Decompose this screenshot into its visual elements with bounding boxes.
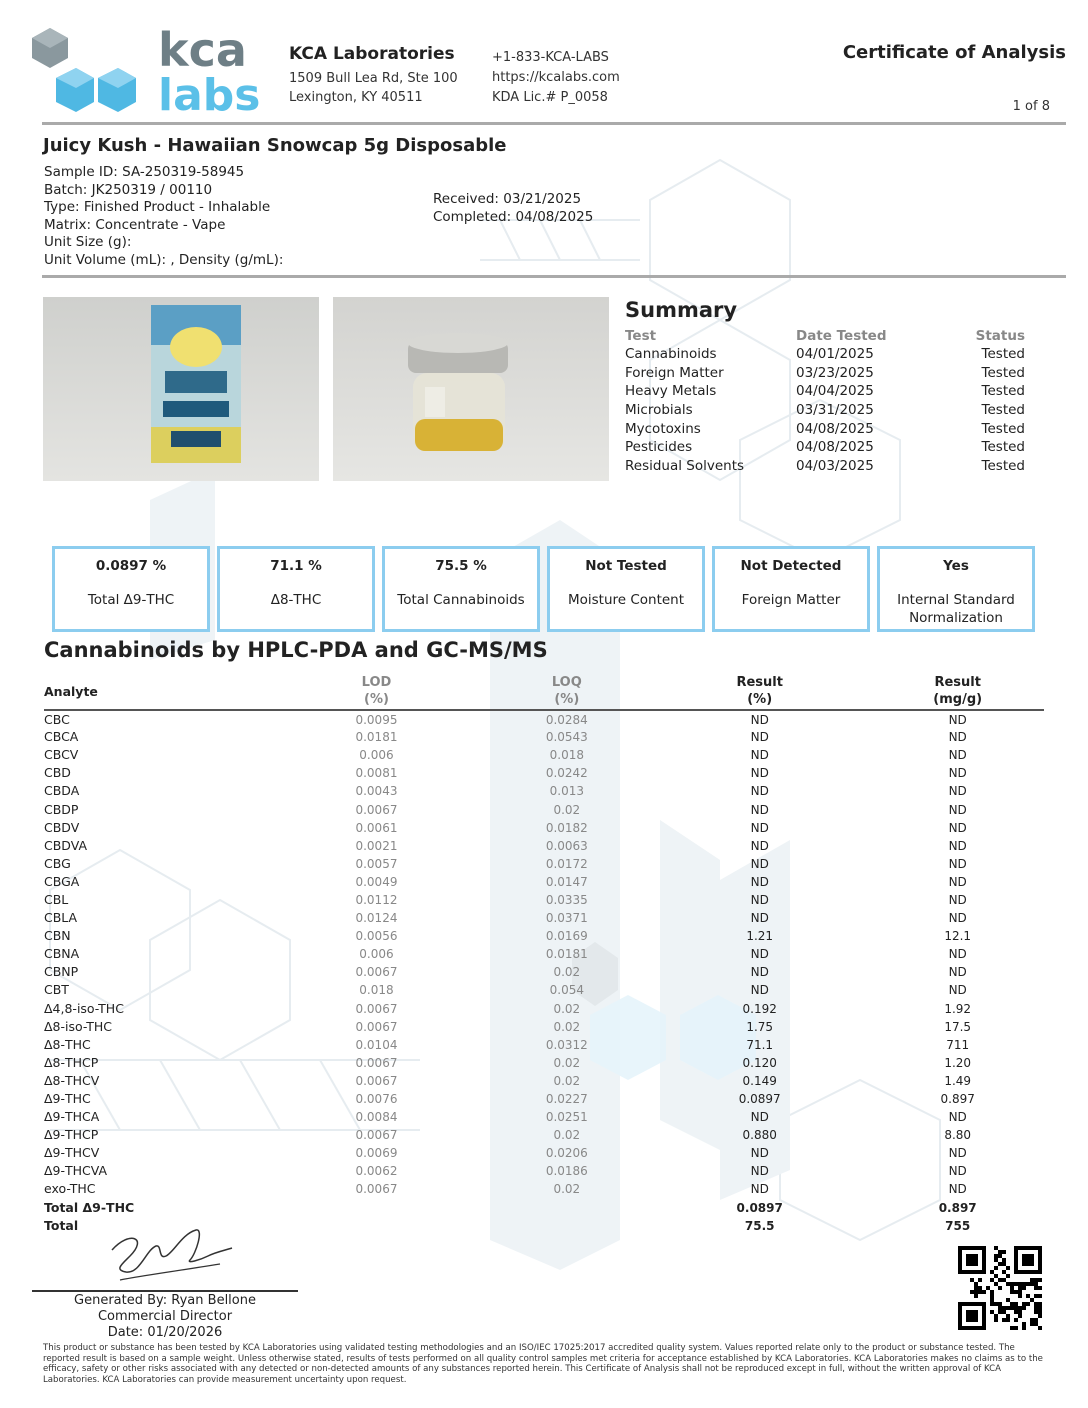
result-mg: ND	[948, 1164, 967, 1179]
header-lod-label: LOD	[361, 675, 392, 690]
summary-status: Tested	[981, 439, 1025, 456]
result-mg: ND	[948, 730, 967, 745]
loq-value: 0.0242	[545, 766, 588, 781]
summary-status: Tested	[981, 383, 1025, 400]
stat-value: Not Detected	[740, 558, 842, 574]
loq-value: 0.02	[553, 1001, 581, 1016]
header-divider	[42, 122, 1066, 125]
summary-date: 04/01/2025	[796, 346, 874, 363]
loq-value: 0.0227	[545, 1092, 588, 1107]
loq-value: 0.0182	[545, 820, 588, 835]
loq-value: 0.0206	[545, 1146, 588, 1161]
lab-phone: +1-833-KCA-LABS	[492, 50, 609, 65]
loq-value: 0.018	[549, 748, 584, 763]
summary-row	[625, 382, 1025, 401]
loq-value: 0.02	[553, 1182, 581, 1197]
result-pct: 75.5	[744, 1218, 775, 1233]
summary-table	[625, 326, 1025, 475]
table-row	[44, 837, 1044, 855]
table-row	[44, 1072, 1044, 1090]
result-pct: ND	[750, 748, 769, 763]
table-row	[44, 1108, 1044, 1126]
analyte: CBDV	[44, 819, 80, 835]
summary-date: 04/08/2025	[796, 420, 874, 437]
loq-value: 0.0335	[545, 892, 588, 907]
loq-value: 0.0251	[545, 1110, 588, 1125]
table-row	[44, 981, 1044, 999]
lod-value: 0.0062	[355, 1164, 398, 1179]
result-pct: ND	[750, 1164, 769, 1179]
analyte: CBNP	[44, 964, 79, 980]
table-row	[44, 819, 1044, 837]
summary-row	[625, 457, 1025, 476]
summary-test: Foreign Matter	[625, 364, 724, 381]
stat-value: 71.1 %	[270, 558, 322, 574]
table-row	[44, 909, 1044, 927]
summary-title: Summary	[625, 298, 738, 322]
document-title: Certificate of Analysis	[842, 42, 1066, 63]
loq-value: 0.0312	[545, 1037, 588, 1052]
table-row	[44, 1000, 1044, 1018]
result-pct: 0.0897	[738, 1092, 781, 1107]
loq-value: 0.013	[549, 784, 584, 799]
page-number: 1 of 8	[1012, 99, 1050, 114]
analyte: Δ9-THCV	[44, 1145, 100, 1161]
lab-license: KDA Lic.# P_0058	[492, 90, 608, 105]
stat-total-d9-thc	[52, 546, 210, 632]
lod-value: 0.0043	[355, 784, 398, 799]
product-title: Juicy Kush - Hawaiian Snowcap 5g Disposable	[43, 135, 507, 156]
result-pct: 71.1	[746, 1037, 774, 1052]
stat-value: 75.5 %	[435, 558, 487, 574]
result-mg: 755	[945, 1218, 971, 1233]
header-result-mg-unit: (mg/g)	[933, 692, 983, 707]
result-pct: 1.75	[746, 1019, 774, 1034]
stat-label: Total Δ9-THC	[87, 592, 175, 608]
sample-matrix: Matrix: Concentrate - Vape	[44, 216, 226, 233]
result-mg: ND	[948, 802, 967, 817]
result-pct: ND	[750, 983, 769, 998]
result-mg: ND	[948, 1110, 967, 1125]
lod-value: 0.0067	[355, 965, 398, 980]
header-result-pct-label: Result	[736, 675, 783, 690]
unit-size: Unit Size (g):	[44, 234, 132, 250]
lod-value: 0.0112	[355, 892, 398, 907]
product-jar-photo	[333, 297, 609, 481]
result-mg: 8.80	[944, 1128, 972, 1143]
stat-label: Total Cannabinoids	[397, 592, 525, 608]
result-pct: 0.0897	[736, 1200, 783, 1215]
result-mg: ND	[948, 965, 967, 980]
analyte: Δ9-THCA	[44, 1109, 100, 1125]
loq-value: 0.0181	[545, 947, 588, 962]
lod-value: 0.0067	[355, 1001, 398, 1016]
loq-value: 0.02	[553, 965, 581, 980]
analyte: CBN	[44, 928, 71, 944]
lod-value: 0.0061	[355, 820, 398, 835]
loq-value: 0.02	[553, 802, 581, 817]
header-result-pct-unit: (%)	[747, 692, 773, 707]
lod-value: 0.0021	[355, 838, 398, 853]
result-mg: ND	[948, 1146, 967, 1161]
analyte: CBG	[44, 855, 71, 871]
stat-value: Yes	[943, 558, 969, 574]
stat-label: Δ8-THC	[270, 592, 322, 608]
loq-value: 0.0371	[545, 911, 588, 926]
table-row	[44, 800, 1044, 818]
result-pct: ND	[750, 856, 769, 871]
lod-value: 0.0124	[355, 911, 398, 926]
summary-date: 04/03/2025	[796, 457, 874, 474]
table-total-row	[44, 1199, 1044, 1217]
lod-value: 0.0067	[355, 1182, 398, 1197]
summary-test: Residual Solvents	[625, 457, 745, 474]
summary-date: 03/23/2025	[796, 364, 874, 381]
summary-status: Tested	[981, 457, 1025, 474]
analyte: Δ9-THCP	[44, 1127, 99, 1143]
lab-name: KCA Laboratories	[289, 44, 455, 64]
cannabinoids-title: Cannabinoids by HPLC-PDA and GC-MS/MS	[44, 638, 548, 662]
result-pct: 0.149	[742, 1073, 777, 1088]
analyte: CBL	[44, 891, 69, 907]
summary-status: Tested	[981, 364, 1025, 381]
analyte: CBC	[44, 711, 70, 727]
generated-role: Commercial Director	[97, 1309, 233, 1324]
table-row	[44, 746, 1044, 764]
summary-test: Cannabinoids	[625, 346, 717, 363]
table-row	[44, 782, 1044, 800]
result-mg: 711	[946, 1037, 970, 1052]
analyte: exo-THC	[44, 1181, 96, 1197]
table-row	[44, 1018, 1044, 1036]
header-result-mg	[871, 673, 1044, 710]
lod-value: 0.018	[359, 983, 394, 998]
analyte: CBT	[44, 982, 69, 998]
table-row	[44, 728, 1044, 746]
analyte: CBDVA	[44, 837, 88, 853]
lod-value: 0.0076	[355, 1092, 398, 1107]
stat-foreign-matter	[712, 546, 870, 632]
result-mg: ND	[948, 892, 967, 907]
lod-value: 0.0049	[355, 874, 398, 889]
loq-value: 0.02	[553, 1055, 581, 1070]
summary-header-date: Date Tested	[796, 327, 887, 344]
lod-value: 0.0067	[355, 1128, 398, 1143]
lod-value: 0.0081	[355, 766, 398, 781]
result-pct: ND	[750, 874, 769, 889]
result-mg: ND	[948, 748, 967, 763]
header-loq-unit: (%)	[554, 692, 580, 707]
lod-value: 0.006	[359, 748, 394, 763]
stat-label: Internal Standard Normalization	[897, 592, 1015, 626]
stat-total-cannabinoids	[382, 546, 540, 632]
result-pct: ND	[750, 965, 769, 980]
sample-id: Sample ID: SA-250319-58945	[44, 164, 245, 180]
result-mg: ND	[948, 911, 967, 926]
summary-row	[625, 438, 1025, 457]
result-pct: 0.192	[742, 1001, 777, 1016]
result-pct: ND	[750, 1110, 769, 1125]
summary-status: Tested	[981, 346, 1025, 363]
lod-value: 0.0095	[355, 712, 398, 727]
result-mg: 12.1	[944, 929, 972, 944]
stat-internal-standard	[877, 546, 1035, 632]
table-row	[44, 710, 1044, 728]
sample-type: Type: Finished Product - Inhalable	[44, 199, 271, 215]
loq-value: 0.0543	[545, 730, 588, 745]
sample-dates	[433, 191, 593, 226]
result-mg: 17.5	[944, 1019, 972, 1034]
result-pct: ND	[750, 766, 769, 781]
disclaimer: This product or substance has been tested by KCA Laboratories using validated testing methodologies and an ISO/IEC 17025:2017 accredited quality system. Values reported relate only to the product or substance tested. The reported result is based on a sample weight. Unless otherwise stated, results of tests performed on all quality control samples met criteria for acceptance established by KCA Laboratories. KCA Laboratories makes no claims as to the efficacy, safety or other risks associated with any detected or non-detected amounts of any substances reported herein. This Certificate of Analysis shall not be reproduced except in full, without the written approval of KCA Laboratories. KCA Laboratories can provide measurement uncertainty upon request.	[43, 1343, 1043, 1385]
lod-value: 0.0069	[355, 1146, 398, 1161]
stat-value: 0.0897 %	[95, 558, 167, 574]
result-mg: ND	[948, 983, 967, 998]
result-mg: ND	[948, 947, 967, 962]
info-divider	[42, 275, 1066, 278]
summary-test: Heavy Metals	[625, 383, 717, 400]
loq-value: 0.0284	[545, 712, 588, 727]
summary-header-status: Status	[975, 327, 1025, 344]
address-line-2: Lexington, KY 40511	[289, 90, 423, 105]
cannabinoids-header-row	[44, 673, 1044, 710]
analyte: CBCV	[44, 747, 79, 763]
result-pct: ND	[750, 838, 769, 853]
signature	[100, 1220, 240, 1292]
table-row	[44, 1090, 1044, 1108]
header-result-mg-label: Result	[934, 675, 981, 690]
lab-contact	[492, 48, 620, 108]
generated-by: Generated By: Ryan Bellone	[74, 1293, 256, 1308]
loq-value: 0.0172	[545, 856, 588, 871]
result-pct: ND	[750, 892, 769, 907]
summary-status: Tested	[981, 420, 1025, 437]
loq-value: 0.0169	[545, 929, 588, 944]
result-mg: ND	[948, 766, 967, 781]
analyte: Δ8-THCV	[44, 1072, 100, 1088]
analyte: Total Δ9-THC	[44, 1199, 135, 1215]
summary-row	[625, 419, 1025, 438]
table-row	[44, 855, 1044, 873]
kca-labs-logo	[28, 22, 268, 122]
loq-value: 0.0063	[545, 838, 588, 853]
logo-cubes-icon	[28, 22, 268, 122]
table-row	[44, 1036, 1044, 1054]
table-row	[44, 764, 1044, 782]
table-row	[44, 873, 1044, 891]
table-row	[44, 1054, 1044, 1072]
result-pct: ND	[750, 947, 769, 962]
result-mg: ND	[948, 1182, 967, 1197]
table-row	[44, 1162, 1044, 1180]
summary-date: 03/31/2025	[796, 402, 874, 419]
result-pct: ND	[750, 802, 769, 817]
summary-date: 04/08/2025	[796, 439, 874, 456]
header-loq-label: LOQ	[551, 675, 582, 690]
lod-value: 0.0067	[355, 1073, 398, 1088]
analyte: CBGA	[44, 873, 80, 889]
stat-label: Moisture Content	[567, 592, 685, 608]
result-pct: ND	[750, 784, 769, 799]
analyte: Total	[44, 1217, 79, 1233]
lab-address	[289, 69, 458, 107]
lod-value: 0.0181	[355, 730, 398, 745]
result-pct: 1.21	[746, 929, 774, 944]
table-row	[44, 1144, 1044, 1162]
result-mg: ND	[948, 820, 967, 835]
generated-date: Date: 01/20/2026	[107, 1325, 223, 1340]
table-row	[44, 1126, 1044, 1144]
loq-value: 0.0186	[545, 1164, 588, 1179]
analyte: Δ8-THCP	[44, 1054, 99, 1070]
table-row	[44, 1180, 1044, 1198]
lod-value	[267, 1217, 485, 1235]
qr-code-icon[interactable]	[958, 1246, 1042, 1330]
analyte: CBD	[44, 765, 71, 781]
lod-value: 0.006	[359, 947, 394, 962]
result-pct: ND	[750, 712, 769, 727]
result-mg: 0.897	[938, 1200, 977, 1215]
header-lod	[267, 673, 485, 710]
header-analyte: Analyte	[44, 673, 267, 710]
lod-value: 0.0084	[355, 1110, 398, 1125]
analyte: CBLA	[44, 910, 78, 926]
summary-status: Tested	[981, 402, 1025, 419]
analyte: Δ9-THC	[44, 1091, 91, 1107]
product-package-photo	[43, 297, 319, 481]
result-pct: 0.120	[742, 1055, 777, 1070]
result-mg: 1.49	[944, 1073, 972, 1088]
summary-test: Microbials	[625, 402, 693, 419]
summary-row	[625, 401, 1025, 420]
result-pct: ND	[750, 820, 769, 835]
loq-value	[486, 1199, 648, 1217]
lod-value: 0.0067	[355, 802, 398, 817]
result-mg: ND	[948, 874, 967, 889]
header-result-pct	[648, 673, 871, 710]
result-mg: 0.897	[940, 1092, 975, 1107]
table-row	[44, 891, 1044, 909]
stat-label: Foreign Matter	[741, 592, 841, 608]
summary-header-test: Test	[625, 327, 657, 344]
result-pct: ND	[750, 911, 769, 926]
generated-by-block	[32, 1293, 298, 1341]
result-pct: ND	[750, 1146, 769, 1161]
lod-value	[267, 1199, 485, 1217]
lod-value: 0.0057	[355, 856, 398, 871]
lab-website[interactable]: https://kcalabs.com	[492, 70, 620, 85]
signature-line	[32, 1290, 298, 1292]
analyte: Δ8-iso-THC	[44, 1018, 113, 1034]
logo-text-labs: labs	[158, 70, 261, 121]
table-row	[44, 927, 1044, 945]
loq-value: 0.02	[553, 1073, 581, 1088]
summary-header-row	[625, 326, 1025, 345]
analyte: Δ4,8-iso-THC	[44, 1000, 124, 1016]
header-loq	[486, 673, 648, 710]
result-mg: 1.20	[944, 1055, 972, 1070]
summary-row	[625, 364, 1025, 383]
lod-value: 0.0056	[355, 929, 398, 944]
sample-info	[44, 164, 283, 269]
loq-value	[486, 1217, 648, 1235]
address-line-1: 1509 Bull Lea Rd, Ste 100	[289, 71, 458, 86]
unit-volume: Unit Volume (mL): , Density (g/mL):	[44, 251, 284, 268]
result-mg: ND	[948, 784, 967, 799]
loq-value: 0.054	[549, 983, 584, 998]
lod-value: 0.0104	[355, 1037, 398, 1052]
result-mg: 1.92	[944, 1001, 972, 1016]
received-date: Received: 03/21/2025	[433, 191, 582, 207]
summary-row	[625, 345, 1025, 364]
loq-value: 0.0147	[545, 874, 588, 889]
stat-moisture-content	[547, 546, 705, 632]
stat-d8-thc	[217, 546, 375, 632]
result-mg: ND	[948, 712, 967, 727]
loq-value: 0.02	[553, 1128, 581, 1143]
analyte: CBNA	[44, 946, 80, 962]
summary-test: Mycotoxins	[625, 420, 701, 437]
result-pct: ND	[750, 1182, 769, 1197]
batch: Batch: JK250319 / 00110	[44, 181, 213, 198]
loq-value: 0.02	[553, 1019, 581, 1034]
analyte: CBCA	[44, 729, 79, 745]
header-lod-unit: (%)	[364, 692, 389, 707]
result-mg: ND	[948, 856, 967, 871]
analyte: Δ9-THCVA	[44, 1163, 108, 1179]
summary-test: Pesticides	[625, 439, 693, 456]
analyte: CBDA	[44, 783, 80, 799]
lod-value: 0.0067	[355, 1019, 398, 1034]
result-pct: ND	[750, 730, 769, 745]
cannabinoids-table	[44, 673, 1044, 1235]
analyte: Δ8-THC	[44, 1036, 91, 1052]
table-row	[44, 945, 1044, 963]
lod-value: 0.0067	[355, 1055, 398, 1070]
table-row	[44, 963, 1044, 981]
summary-date: 04/04/2025	[796, 383, 874, 400]
completed-date: Completed: 04/08/2025	[433, 208, 594, 225]
stat-value: Not Tested	[585, 558, 667, 574]
result-pct: 0.880	[742, 1128, 777, 1143]
analyte: CBDP	[44, 801, 79, 817]
logo-text-kca: kca	[158, 23, 247, 77]
result-mg: ND	[948, 838, 967, 853]
